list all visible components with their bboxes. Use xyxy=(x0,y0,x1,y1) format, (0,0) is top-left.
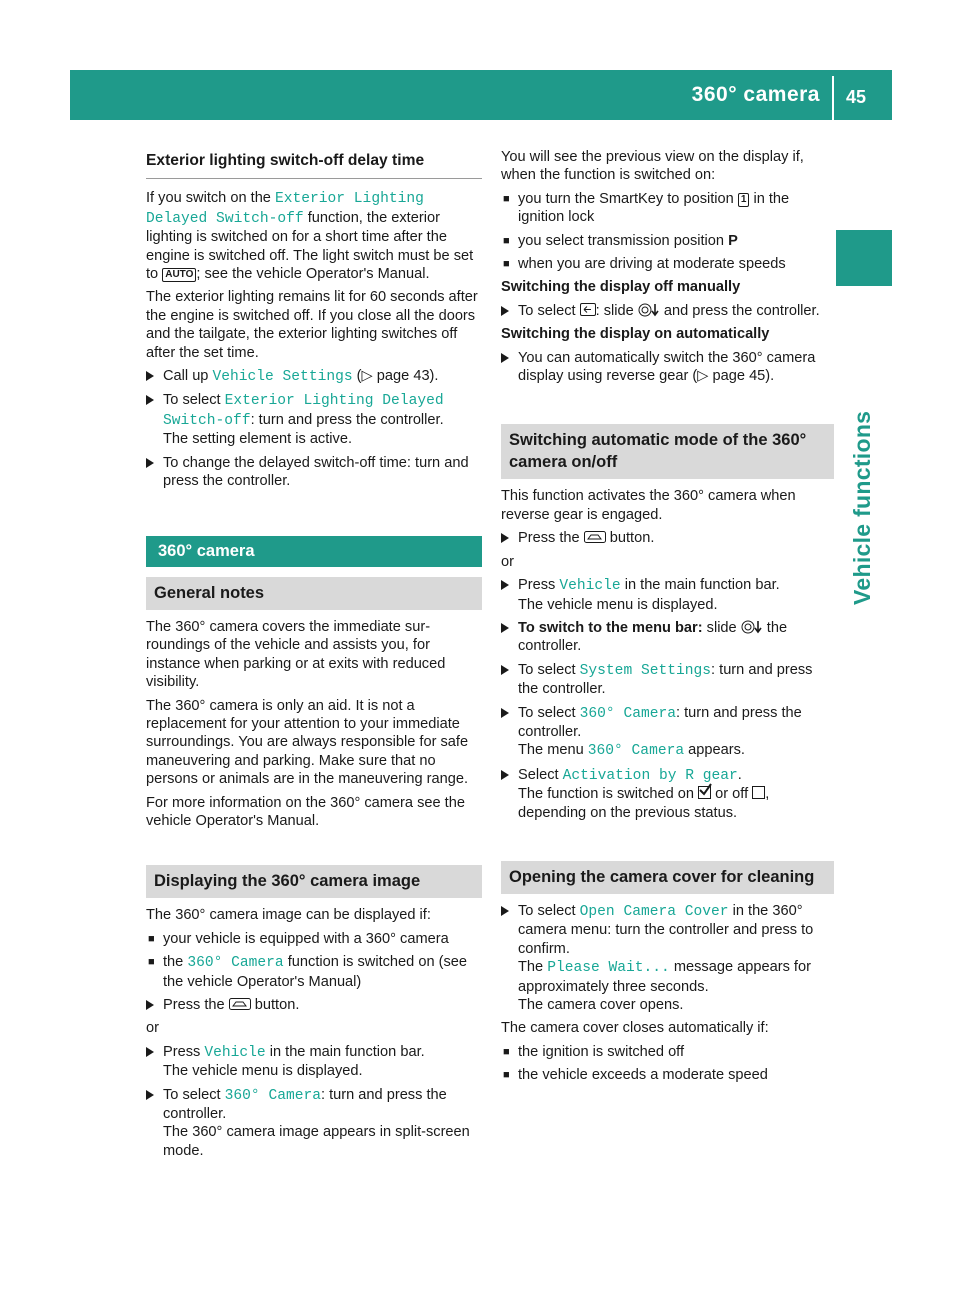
right-column xyxy=(501,148,834,1090)
subheading: Switching the display on automatically xyxy=(501,326,770,343)
paragraph: The camera cover closes automatically if: xyxy=(501,1020,769,1037)
step: You can automatically switch the 360° camera display using reverse gear (▷ page 45). xyxy=(501,349,834,386)
step-arrow-icon xyxy=(501,306,509,316)
paragraph: For more information on the 360° camera see the vehicle Operator's Manual. xyxy=(146,794,465,829)
side-tab-marker xyxy=(836,230,892,286)
controller-slide-down-icon xyxy=(741,620,763,634)
step: To select 360° Camera: turn and press the controller. The menu 360° Camera appears. xyxy=(501,704,834,761)
step-arrow-icon xyxy=(501,353,509,363)
header-title: 360° camera xyxy=(691,83,820,106)
step-arrow-icon xyxy=(501,665,509,675)
step: To select : slide and press the controller. xyxy=(501,302,834,320)
step: To select 360° Camera: turn and press the controller. The 360° camera image appears in split-screen mode. xyxy=(146,1086,482,1161)
paragraph: If you switch on the Exterior Lighting Delayed Switch-off function, the exterior lighting is switched on for a short time after the engine is switched off. The light switch must be set to AUTO ; see the vehicle Operator's Manual. xyxy=(146,190,474,283)
key-position-icon: 1 xyxy=(738,193,750,207)
section-opening-cover: Opening the camera cover for cleaning xyxy=(501,861,834,894)
paragraph: The exterior lighting remains lit for 60 seconds after the engine is switched off. If you close all the doors and the tailgate, the exterior lighting switches off after the set time. xyxy=(146,289,478,361)
section-360-camera: 360° camera xyxy=(146,536,482,567)
or-text: or xyxy=(146,1020,159,1037)
step: To switch to the menu bar: slide the controller. xyxy=(501,619,834,656)
paragraph: The 360° camera is only an aid. It is not a replacement for your attention to your immediate surroundings. You are always responsible for safe maneuvering and parking. Make sure that no persons or animals are in the maneuvering range. xyxy=(146,697,469,788)
paragraph: The 360° camera image can be displayed if: xyxy=(146,907,431,924)
step: To select System Settings: turn and press the controller. xyxy=(501,661,834,699)
step: To select Open Camera Cover in the 360° camera menu: turn the controller and press to confirm. The Please Wait... message appears for approximately three seconds. The camera cover opens. xyxy=(501,902,834,1014)
step-arrow-icon xyxy=(501,533,509,543)
step: Press Vehicle in the main function bar. The vehicle menu is displayed. xyxy=(501,576,834,614)
paragraph: You will see the previous view on the display if, when the function is switched on: xyxy=(501,149,804,184)
step: To change the delayed switch-off time: turn and press the controller. xyxy=(146,454,482,491)
step-arrow-icon xyxy=(501,623,509,633)
paragraph: This function activates the 360° camera when reverse gear is engaged. xyxy=(501,488,796,523)
step: Press Vehicle in the main function bar. The vehicle menu is displayed. xyxy=(146,1043,482,1081)
auto-icon: AUTO xyxy=(162,268,196,282)
step-arrow-icon xyxy=(501,770,509,780)
subheading: Switching the display off manually xyxy=(501,279,741,296)
step: Press the button. xyxy=(146,996,482,1014)
or-text: or xyxy=(501,553,514,570)
step: To select Exterior Lighting Delayed Switch-off: turn and press the controller. The setting element is active. xyxy=(146,391,482,448)
step-arrow-icon xyxy=(146,1047,154,1057)
section-general-notes: General notes xyxy=(146,577,482,610)
back-icon xyxy=(580,303,596,316)
checkbox-checked-icon xyxy=(698,786,711,799)
step-arrow-icon xyxy=(146,1090,154,1100)
list-item: ■ your vehicle is equipped with a 360° camera xyxy=(148,930,449,947)
car-icon xyxy=(229,998,251,1010)
list-item: ■ you turn the SmartKey to position 1 in the ignition lock xyxy=(503,190,790,226)
side-tab-label: Vehicle functions xyxy=(849,410,875,605)
step-arrow-icon xyxy=(146,458,154,468)
step-arrow-icon xyxy=(146,1000,154,1010)
step-arrow-icon xyxy=(146,395,154,405)
step: Select Activation by R gear. The function is switched on or off , depending on the previous status. xyxy=(501,766,834,822)
list-item: ■ you select transmission position P xyxy=(503,232,738,249)
left-column xyxy=(146,148,482,1165)
header-divider xyxy=(832,76,834,120)
list-item: ■ the vehicle exceeds a moderate speed xyxy=(503,1067,768,1084)
controller-slide-down-icon xyxy=(638,303,660,317)
step: Call up Vehicle Settings (▷ page 43). xyxy=(146,367,482,386)
list-item: ■ the 360° Camera function is switched on (see the vehicle Operator's Manual) xyxy=(148,954,468,990)
step: Press the button. xyxy=(501,529,834,547)
step-arrow-icon xyxy=(501,708,509,718)
heading-exterior-lighting: Exterior lighting switch-off delay time xyxy=(146,152,482,179)
section-switching-automatic: Switching automatic mode of the 360° camera on/off xyxy=(501,424,834,479)
paragraph: The 360° camera covers the immediate surroundings of the vehicle and assists you, for instance when parking or at exits with reduced visibility. xyxy=(146,618,446,691)
step-arrow-icon xyxy=(501,906,509,916)
step-arrow-icon xyxy=(501,580,509,590)
list-item: ■ when you are driving at moderate speeds xyxy=(503,256,786,273)
list-item: ■ the ignition is switched off xyxy=(503,1043,685,1060)
car-icon xyxy=(584,531,606,543)
page-number: 45 xyxy=(846,87,867,107)
step-arrow-icon xyxy=(146,371,154,381)
checkbox-empty-icon xyxy=(752,786,765,799)
section-displaying-image: Displaying the 360° camera image xyxy=(146,865,482,898)
